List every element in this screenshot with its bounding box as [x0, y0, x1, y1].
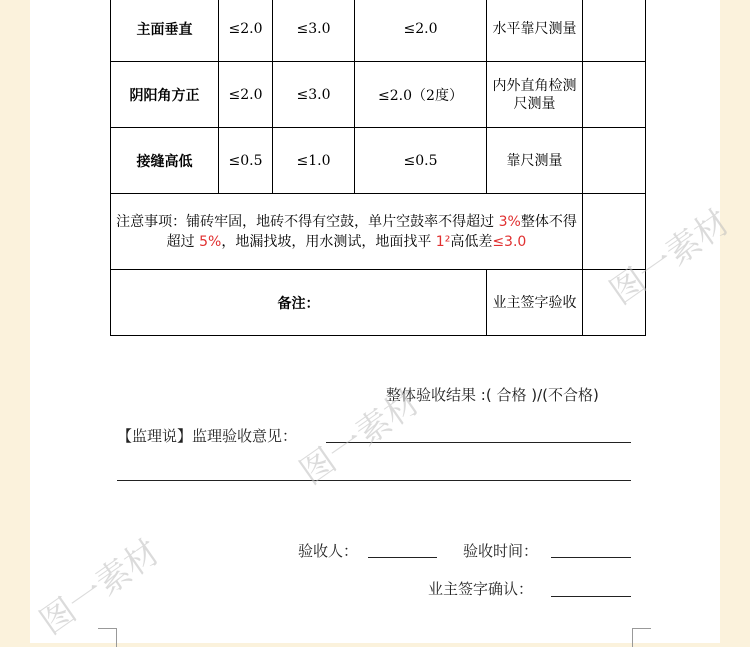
inspection-method: 水平靠尺测量: [487, 0, 583, 62]
owner-confirm-line[interactable]: [551, 596, 631, 597]
tolerance-value: ≤2.0: [219, 62, 273, 128]
note-highlight: 1²: [435, 233, 451, 250]
overall-result: 整体验收结果 :( 合格 )/(不合格): [386, 386, 599, 404]
inspection-method: 靠尺测量: [487, 128, 583, 194]
result-cell[interactable]: [583, 128, 646, 194]
result-cell[interactable]: [583, 194, 646, 270]
inspect-time-label: 验收时间：: [463, 542, 539, 560]
result-cell[interactable]: [583, 0, 646, 62]
tolerance-value: ≤2.0: [355, 0, 487, 62]
supervisor-opinion-label: 【监理说】监理验收意见：: [117, 427, 298, 445]
watermark: 图一素材: [32, 531, 168, 643]
note-text: 整体不得超过: [166, 213, 577, 250]
watermark: 图一素材: [602, 201, 738, 313]
note-text: ，地漏找坡，用水测试，地面找平: [221, 233, 436, 250]
tolerance-value: ≤3.0: [273, 62, 355, 128]
note-highlight: 5%: [199, 233, 222, 250]
tolerance-value: ≤1.0: [273, 128, 355, 194]
tolerance-value: ≤0.5: [355, 128, 487, 194]
table-row: [111, 270, 646, 336]
tolerance-value: ≤3.0: [273, 0, 355, 62]
owner-sign-cell[interactable]: [583, 270, 646, 336]
remark-label: 备注：: [111, 270, 487, 336]
watermark: 图一素材: [292, 381, 428, 493]
inspect-time-line[interactable]: [551, 557, 631, 558]
owner-sign-label: 业主签字验收: [487, 270, 583, 336]
table-row: [111, 128, 646, 194]
page-corner-mark: [98, 628, 117, 647]
note-text: 注意事项：铺砖牢固，地砖不得有空鼓，单片空鼓率不得超过: [116, 213, 499, 230]
inspection-method: 内外直角检测尺测量: [487, 62, 583, 128]
supervisor-opinion-line[interactable]: [326, 442, 631, 443]
item-name: 接缝高低: [111, 128, 219, 194]
supervisor-opinion-line-2[interactable]: [117, 480, 631, 481]
result-cell[interactable]: [583, 62, 646, 128]
table-row: [111, 194, 646, 270]
notes-cell: [111, 194, 583, 270]
item-name: 主面垂直: [111, 0, 219, 62]
note-highlight: ≤3.0: [492, 233, 527, 250]
owner-confirm-label: 业主签字确认：: [428, 580, 534, 598]
inspector-label: 验收人：: [298, 542, 359, 560]
table-row: [111, 0, 646, 62]
table-row: [111, 62, 646, 128]
inspection-table: [110, 0, 646, 336]
note-text: 高低差: [450, 233, 493, 250]
note-highlight: 3%: [498, 213, 521, 230]
item-name: 阴阳角方正: [111, 62, 219, 128]
tolerance-value: ≤2.0（2度）: [355, 62, 487, 128]
page-corner-mark: [632, 628, 651, 647]
inspector-line[interactable]: [368, 557, 437, 558]
tolerance-value: ≤0.5: [219, 128, 273, 194]
tolerance-value: ≤2.0: [219, 0, 273, 62]
